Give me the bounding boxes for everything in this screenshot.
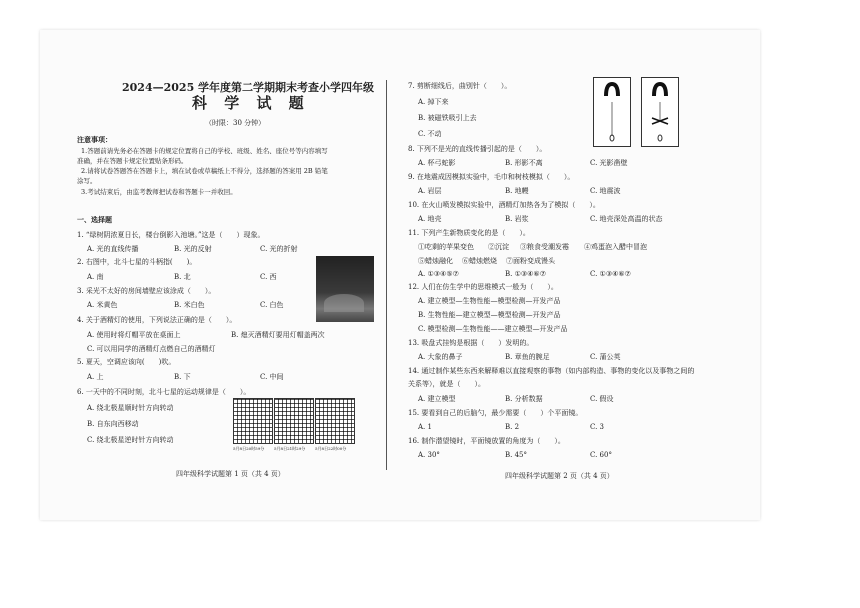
question: 11. 下列产生新物质变化的是（ ）。 [408, 229, 530, 237]
star-chart-grid [233, 398, 273, 444]
question: 8. 下列不是光的直线传播引起的是（ ）。 [408, 145, 547, 153]
option: A. 光的直线传播 [87, 245, 139, 253]
section-heading: 一、选择题 [77, 215, 112, 224]
question: 12. 人们在仿生学中的思维模式一般为（ ）。 [408, 283, 558, 291]
question-continued: 关系等），就是（ ）。 [408, 380, 485, 388]
option: B. 被磁铁吸引上去 [418, 114, 477, 122]
option: A. 杯弓蛇影 [418, 159, 456, 167]
question: 4. 关于酒精灯的使用，下列说法正确的是（ ）。 [77, 316, 237, 324]
option: A. 使用时将灯帽平放在桌面上 [87, 331, 181, 339]
option: ⑥蜡烛燃烧 [462, 257, 497, 265]
option: C. 白色 [260, 301, 284, 309]
option: C. 光影凿壁 [590, 159, 628, 167]
notice-line: 1.答题前请先务必在答题卡的规定位置将自己的学校、班级、姓名、座位号等内容填写 [81, 147, 328, 155]
magnet-experiment-image [593, 77, 631, 147]
question: 6. 一天中的不同时刻，北斗七星的运动规律是（ ）。 [77, 388, 251, 396]
option: A. ①③④⑤⑦ [418, 270, 459, 278]
option: C. 假设 [590, 395, 614, 403]
option: B. 岩浆 [505, 215, 529, 223]
option: C. 地震波 [590, 187, 621, 195]
option: C. 60° [590, 451, 612, 459]
option: A. 绕北极星顺时针方向转动 [87, 404, 174, 412]
option: C. 绕北极星逆时针方向转动 [87, 436, 174, 444]
option: B. 分析数据 [505, 395, 543, 403]
option: ③粮食受潮发霉 [520, 243, 569, 251]
question: 5. 夏天，空调应该向( )吹。 [77, 358, 176, 366]
time-limit: （时限：30 分钟） [205, 119, 266, 127]
option: C. 可以用同学的酒精灯点燃自己的酒精灯 [87, 345, 216, 353]
option: C. 中间 [260, 373, 284, 381]
grid-caption: 5月8日20时59分 [233, 446, 265, 451]
notice-line: 3.考试结束后，由监考教师把试卷和答题卡一并收回。 [81, 188, 237, 196]
subject-title: 科 学 试 题 [192, 94, 310, 112]
star-chart-grid [274, 398, 314, 444]
option: A. 米黄色 [87, 301, 118, 309]
option: C. 不动 [418, 130, 442, 138]
scissors-cut-diagram [642, 78, 678, 146]
exam-title: 2024—2025 学年度第二学期期末考查小学四年级 [122, 81, 375, 94]
option: A. 上 [87, 373, 104, 381]
option: ①吃剩的苹果变色 [418, 243, 474, 251]
magnet-experiment-image [641, 77, 679, 147]
option: B. 形影不离 [505, 159, 543, 167]
grid-caption: 5月8日22时00分 [315, 446, 347, 451]
option: C. 3 [590, 423, 605, 431]
page-footer: 四年级科学试题第 1 页（共 4 页） [176, 470, 285, 478]
notice-line: 涂写。 [77, 177, 97, 185]
option: ⑦面粉变成馒头 [506, 257, 555, 265]
option: B. 章鱼的腕足 [505, 353, 550, 361]
question: 13. 吸盘式挂钩是根据（ ）发明的。 [408, 339, 534, 347]
option: B. 下 [174, 373, 191, 381]
option: B. 米白色 [174, 301, 205, 309]
option: B. 地幔 [505, 187, 529, 195]
option: C. 蒲公英 [590, 353, 621, 361]
star-chart-grid [315, 398, 355, 444]
question: 3. 采光不太好的房间墙壁应该涂成（ ）。 [77, 287, 216, 295]
option: ⑤蜡烛融化 [418, 257, 453, 265]
option: B. 2 [505, 423, 520, 431]
option: B. 生物性能—建立模型—模型检测—开发产品 [418, 311, 561, 319]
question: 16. 制作潜望镜时，平面镜放置的角度为（ ）。 [408, 437, 565, 445]
option: B. ①③④⑥⑦ [505, 270, 546, 278]
option: A. 建立模型—生物性能—模型检测—开发产品 [418, 297, 561, 305]
option: C. 地壳深处高温的状态 [590, 215, 663, 223]
option: B. 北 [174, 273, 191, 281]
question: 9. 在地震成因模拟实验中，毛巾和树枝模拟（ ）。 [408, 173, 575, 181]
option: B. 光的反射 [174, 245, 212, 253]
page-divider [386, 80, 387, 470]
night-sky-photo [316, 256, 374, 322]
option: B. 45° [505, 451, 528, 459]
question: 15. 要看到自己的后脑勺，最少需要（ ）个平面镜。 [408, 409, 583, 417]
question: 2. 右图中，北斗七星的斗柄指( )。 [77, 258, 197, 266]
option: A. 掉下来 [418, 98, 449, 106]
option: C. 西 [260, 273, 277, 281]
magnet-paperclip-diagram [594, 78, 630, 146]
notice-line: 准确，并在答题卡规定位置贴条形码。 [77, 157, 188, 165]
option: ④鸡蛋泡入醋中冒泡 [584, 243, 647, 251]
option: A. 大象的鼻子 [418, 353, 463, 361]
question: 7. 剪断细线后，曲别针（ ）。 [408, 82, 512, 90]
question: 10. 在火山喷发模拟实验中，酒精灯加热各为了模拟（ ）。 [408, 201, 600, 209]
option: A. 建立模型 [418, 395, 456, 403]
option: A. 地壳 [418, 215, 442, 223]
option: C. 模型检测—生物性能——建立模型—开发产品 [418, 325, 568, 333]
grid-caption: 5月8日21时29分 [274, 446, 306, 451]
page-footer: 四年级科学试题第 2 页（共 4 页） [505, 472, 614, 480]
option: B. 熄灭酒精灯要用灯帽盖两次 [231, 331, 325, 339]
option: A. 1 [418, 423, 432, 431]
notice-heading: 注意事项： [77, 135, 112, 144]
option: A. 30° [418, 451, 440, 459]
question: 14. 通过制作某些东西来解释难以直接观察的事物（如内部构造、事物的变化以及事物之间的 [408, 367, 695, 375]
option: C. 光的折射 [260, 245, 298, 253]
question: 1. “绿树阴浓夏日长，楼台倒影入池塘。”这是（ ）现象。 [77, 231, 265, 239]
option: C. ①③④⑥⑦ [590, 270, 631, 278]
option: A. 南 [87, 273, 104, 281]
option: ②沉淀 [488, 243, 509, 251]
option: B. 自东向西移动 [87, 420, 139, 428]
option: A. 岩层 [418, 187, 442, 195]
notice-line: 2.请将试卷答题答在答题卡上，填在试卷或草稿纸上不得分，选择题的答案用 2B 铅笔 [81, 167, 328, 175]
